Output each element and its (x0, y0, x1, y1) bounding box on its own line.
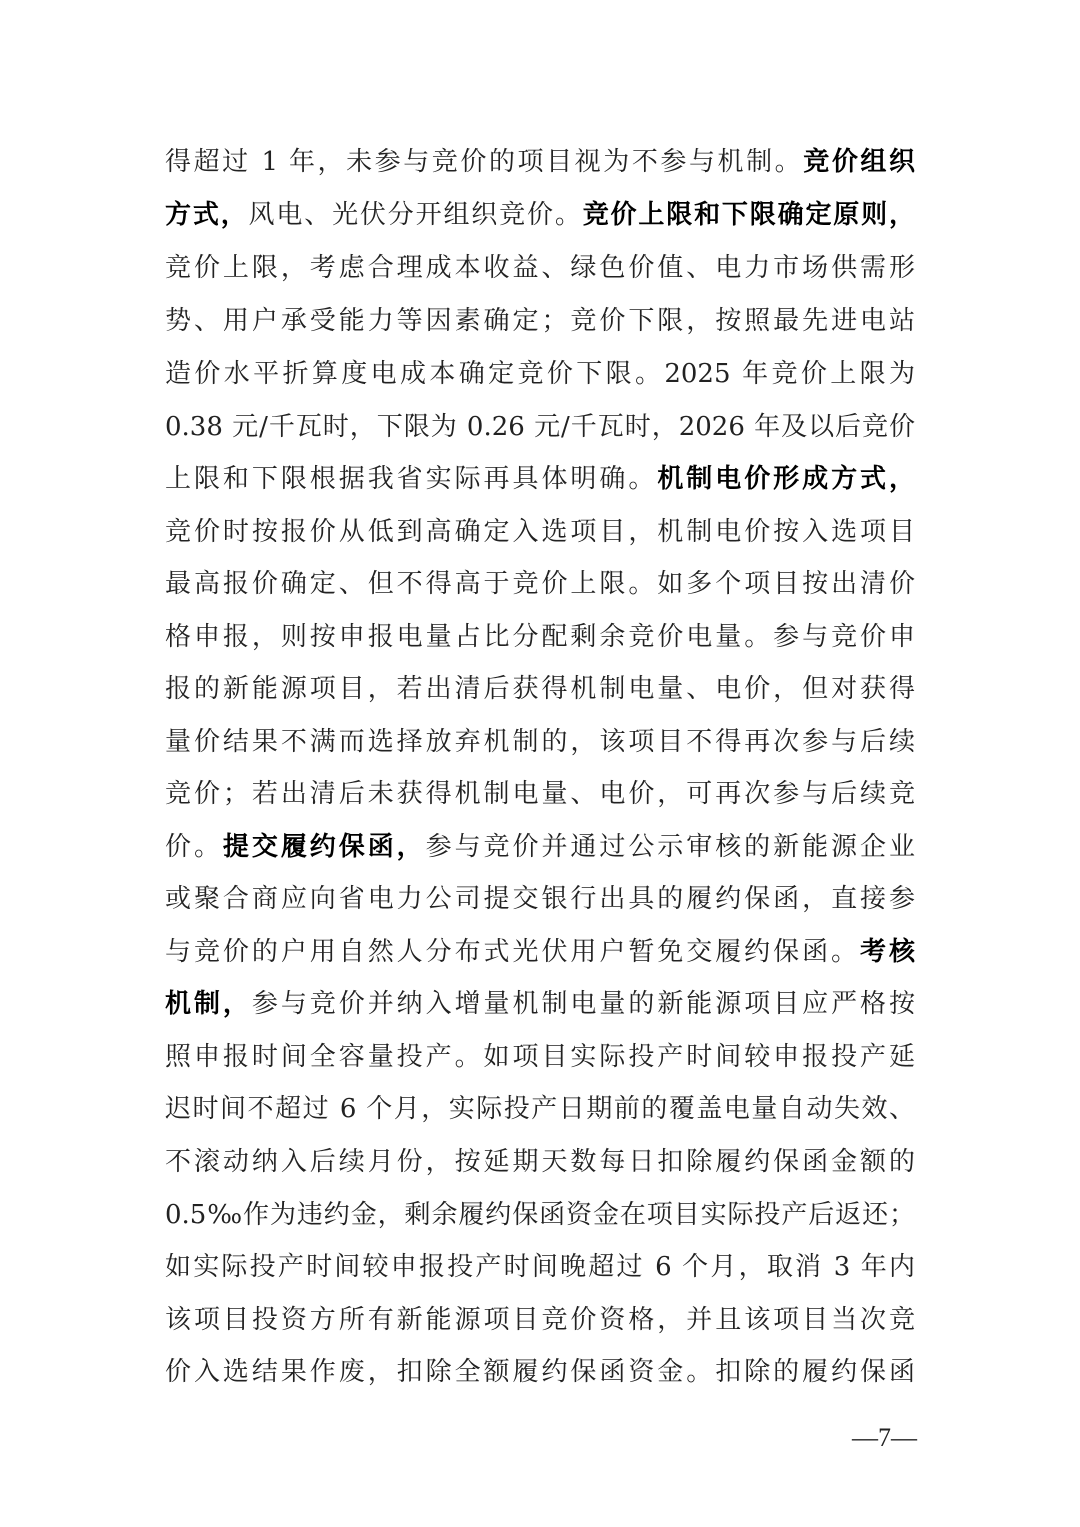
text-line (165, 669, 915, 709)
text-line (165, 1195, 915, 1235)
text-line (165, 142, 915, 182)
text-run: 如实际投产时间较申报投产时间晚超过 6 个月，取消 3 年内 (165, 1252, 915, 1282)
text-run: 势、用户承受能力等因素确定；竞价下限，按照最先进电站 (165, 306, 915, 336)
text-run: 得超过 1 年，未参与竞价的项目视为不参与机制。 (165, 147, 804, 177)
text-run: 量价结果不满而选择放弃机制的，该项目不得再次参与后续 (165, 727, 915, 757)
page-number: —7— (852, 1423, 917, 1452)
text-run: 0.38 元/千瓦时，下限为 0.26 元/千瓦时，2026 年及以后竞价 (165, 412, 915, 442)
text-run: 竞价时按报价从低到高确定入选项目，机制电价按入选项目 (165, 517, 915, 547)
text-run: 风电、光伏分开组织竞价。 (248, 200, 583, 230)
text-run: 报的新能源项目，若出清后获得机制电量、电价，但对获得 (165, 674, 915, 704)
text-line (165, 774, 915, 814)
text-run: 格申报，则按申报电量占比分配剩余竞价电量。参与竞价申 (165, 622, 915, 652)
text-line (165, 1089, 915, 1129)
text-line (165, 1300, 915, 1340)
text-run: 最高报价确定、但不得高于竞价上限。如多个项目按出清价 (165, 569, 915, 599)
text-line (165, 827, 915, 867)
bold-heading-run: 竞价组织 (803, 147, 915, 177)
text-line (165, 459, 915, 499)
text-run: 迟时间不超过 6 个月，实际投产日期前的覆盖电量自动失效、 (165, 1094, 915, 1124)
text-run: 上限和下限根据我省实际再具体明确。 (165, 464, 658, 494)
text-line (165, 984, 915, 1024)
text-line (165, 932, 915, 972)
text-line (165, 248, 915, 288)
text-run: 与竞价的户用自然人分布式光伏用户暂免交履约保函。 (165, 937, 861, 967)
text-run: 竞价上限，考虑合理成本收益、绿色价值、电力市场供需形 (165, 253, 915, 283)
text-line (165, 195, 915, 235)
text-run: 不滚动纳入后续月份，按延期天数每日扣除履约保函金额的 (165, 1147, 915, 1177)
text-line (165, 1142, 915, 1182)
bold-heading-run: 考核 (860, 937, 915, 967)
text-run: 价。 (165, 832, 223, 862)
text-run: 参与竞价并通过公示审核的新能源企业 (425, 832, 915, 862)
text-run: 或聚合商应向省电力公司提交银行出具的履约保函，直接参 (165, 884, 915, 914)
bold-heading-run: 机制电价形成方式， (657, 464, 915, 494)
text-run: 参与竞价并纳入增量机制电量的新能源项目应严格按 (251, 989, 915, 1019)
text-line (165, 1352, 915, 1392)
bold-heading-run: 竞价上限和下限确定原则， (582, 200, 915, 230)
bold-heading-run: 提交履约保函， (222, 832, 426, 862)
text-run: 竞价；若出清后未获得机制电量、电价，可再次参与后续竞 (165, 779, 915, 809)
text-run: 照申报时间全容量投产。如项目实际投产时间较申报投产延 (165, 1042, 915, 1072)
text-line (165, 1247, 915, 1287)
text-run: 造价水平折算度电成本确定竞价下限。2025 年竞价上限为 (165, 359, 915, 389)
text-line (165, 512, 915, 552)
bold-heading-run: 机制， (165, 989, 252, 1019)
text-line (165, 564, 915, 604)
text-line (165, 1037, 915, 1077)
text-line (165, 407, 915, 447)
bold-heading-run: 方式， (165, 200, 249, 230)
text-line (165, 301, 915, 341)
text-run: 价入选结果作废，扣除全额履约保函资金。扣除的履约保函 (165, 1357, 915, 1387)
text-run: 0.5‰作为违约金，剩余履约保函资金在项目实际投产后返还； (165, 1200, 915, 1230)
text-line (165, 722, 915, 762)
text-run: 该项目投资方所有新能源项目竞价资格，并且该项目当次竞 (165, 1305, 915, 1335)
text-line (165, 354, 915, 394)
text-line (165, 879, 915, 919)
text-line (165, 617, 915, 657)
